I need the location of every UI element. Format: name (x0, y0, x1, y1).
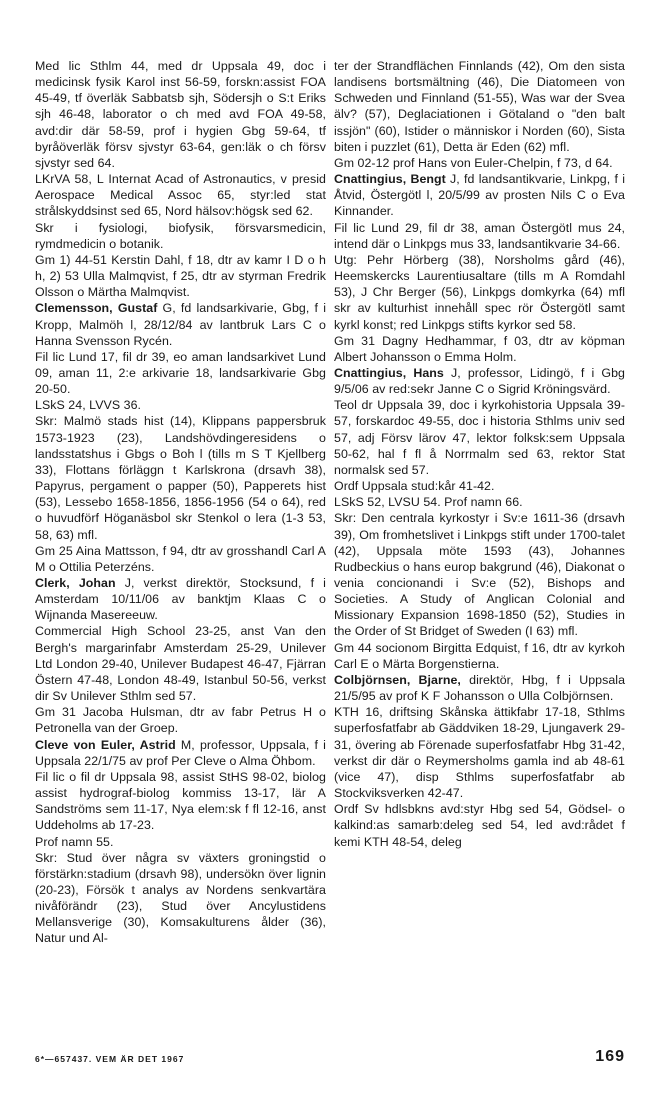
entry-paragraph: Fil lic Lund 29, fil dr 38, aman Östergötl mus 24, intend där o Linkpgs mus 33, landsantikvarie 34-66. (334, 220, 625, 251)
entry-paragraph: KTH 16, driftsing Skånska ättikfabr 17-18, Sthlms superfosfatfabr ab Gäddviken 18-29, Ljungaverk 29-31, övering ab Förenade superfosfatfabr Hbg 31-42, verkst dir där o Reymersholms gamla ind ab 48-61 (vice 47), disp Sthlms superfosfatfabr ab Stockviksverken 42-47. (334, 705, 625, 801)
entry-headword: Clemensson, Gustaf (35, 301, 158, 316)
biography-entry (334, 672, 625, 850)
biography-entry (334, 171, 625, 365)
entry-headword: Cleve von Euler, Astrid (35, 737, 176, 752)
entry-headword: Cnattingius, Bengt (334, 172, 446, 187)
entry-paragraph: LKrVA 58, L Internat Acad of Astronautics, v presid Aerospace Medical Assoc 65, styr:led stat strålskyddsinst sed 65, Nord hälsov:högsk sed 62. (35, 172, 326, 219)
entry-paragraph: Skr: Stud över några sv växters groningstid o förstärkn:stadium (drsavh 98), undersökn över lignin (20-23), Försök t analys av Nordens senkvartära nivåförändr (23), Stud över Ancylustidens Mellansverige (30), Komsakulturens ålder (36), Natur und Al- (35, 850, 326, 946)
biography-entry (35, 575, 326, 737)
entry-headword: Colbjörnsen, Bjarne, (334, 672, 461, 687)
entry-paragraph: Ordf Sv hdlsbkns avd:styr Hbg sed 54, Gödsel- o kalkind:as samarb:deleg sed 54, led avd:rådet f kemi KTH 48-54, deleg (334, 802, 625, 849)
entry-text: J, verkst direktör, Stocksund, f i Amsterdam 10/11/06 av banktjm Klaas C o Wijnanda Masereeuw. (35, 576, 326, 623)
entry-text: G, fd landsarkivarie, Gbg, f i Kropp, Malmöh l, 28/12/84 av lantbruk Lars C o Hanna Svensson Rycén. (35, 301, 326, 348)
entry-paragraph: Gm 25 Aina Mattsson, f 94, dtr av grosshandl Carl A M o Ottilia Peterzéns. (35, 543, 326, 574)
biography-entry (35, 58, 326, 300)
entry-first-paragraph (35, 575, 326, 623)
entry-paragraph: Skr i fysiologi, biofysik, försvarsmedicin, rymdmedicin o botanik. (35, 220, 326, 251)
entry-text: J, fd landsantikvarie, Linkpg, f i Åtvid, Östergötl l, 20/5/99 av prosten Nils C o Eva Kinnander. (334, 172, 625, 219)
entry-text: direktör, Hbg, f i Uppsala 21/5/95 av prof K F Johansson o Ulla Colbjörnsen. (334, 672, 626, 704)
entry-paragraph: Gm 31 Jacoba Hulsman, dtr av fabr Petrus H o Petronella van der Groep. (35, 705, 326, 736)
page-footer (35, 1048, 625, 1070)
entry-paragraph: Prof namn 55. (35, 834, 114, 849)
entry-paragraph: LSkS 24, LVVS 36. (35, 398, 142, 413)
entry-paragraph: Skr: Malmö stads hist (14), Klippans pappersbruk 1573-1923 (23), Landshövdingeresidens o landsstatshus i Gbgs o Boh l (tills m S T Kjellberg 33), Flottans förläggn t Karlskrona (drsavh 38), Papyrus, pergament o papper (50), Papperets hist (53), Lessebo 1658-1856, 1856-1956 (54 o 64), red o huvudförf Höganäsbol skr Stenkol o lera (1-3 53, 58, 63) mfl. (35, 414, 326, 542)
biography-entry (334, 58, 625, 171)
entry-first-paragraph (35, 300, 326, 348)
entry-text: J, professor, Lidingö, f i Gbg 9/5/06 av red:sekr Janne C o Sigrid Kröningsvärd. (334, 365, 625, 397)
biography-entry (35, 300, 326, 575)
entry-paragraph: Gm 44 socionom Birgitta Edquist, f 16, dtr av kyrkoh Carl E o Märta Borgenstierna. (334, 640, 625, 671)
entry-paragraph: Gm 02-12 prof Hans von Euler-Chelpin, f 73, d 64. (334, 155, 613, 170)
entry-paragraph: Skr: Den centrala kyrkostyr i Sv:e 1611-36 (drsavh 39), Om fromhetslivet i Linkpgs stift under 1700-talet (42), Uppsala möte 1593 (43), Johannes Rudbeckius o hans europ bakgrund (46), Diakonat o venia concionandi i Sv:e (52), Bishops and Societies. A Study of Anglican Colonial and Missionary Expansion 1698-1850 (52), Studies in the Order of St Bridget of Sweden (I 63) mfl. (334, 511, 625, 639)
biography-entry (35, 737, 326, 947)
entry-first-paragraph (334, 171, 625, 219)
entry-first-paragraph (35, 58, 326, 171)
biography-entry (334, 365, 625, 672)
entry-paragraph: LSkS 52, LVSU 54. Prof namn 66. (334, 495, 523, 510)
right-column (334, 58, 625, 850)
page-number: 169 (595, 1048, 625, 1065)
entry-paragraph: Fil lic Lund 17, fil dr 39, eo aman landsarkivet Lund 09, aman 11, 2:e arkivarie 18, landsarkivarie Gbg 20-50. (35, 349, 326, 397)
entry-paragraph: Gm 31 Dagny Hedhammar, f 03, dtr av köpman Albert Johansson o Emma Holm. (334, 333, 625, 364)
entry-paragraph: Ordf Uppsala stud:kår 41-42. (334, 479, 495, 494)
entry-headword: Cnattingius, Hans (334, 365, 444, 380)
left-column (35, 58, 326, 947)
entry-first-paragraph (334, 58, 625, 155)
print-mark: 6*—657437. VEM ÄR DET 1967 (35, 1054, 185, 1064)
entry-paragraph: Teol dr Uppsala 39, doc i kyrkohistoria Uppsala 39-57, forskardoc 49-55, doc i historia Sthlms univ sed 57, adj Försv lärov 47, lektor folksk:sem Uppsala 50-62, hal f fl å Norrmalm sed 63, rektor Stat normalsk sed 57. (334, 398, 625, 477)
entry-headword: Clerk, Johan (35, 576, 116, 590)
entry-paragraph: Utg: Pehr Hörberg (38), Norsholms gård (46), Heemskercks Laurentiusaltare (tills m A Romdahl 53), J Chr Berger (56), Linkpgs domkyrka (64) mfl skr av kulturhist innehåll spec rör Östergötl samt kyrkl konst; red Linkpgs stifts kyrkor sed 58. (334, 252, 625, 332)
entry-first-paragraph (334, 672, 625, 704)
entry-first-paragraph (334, 365, 625, 397)
entry-text: M, professor, Uppsala, f i Uppsala 22/1/75 av prof Per Cleve o Alma Öhbom. (35, 737, 326, 768)
entry-text: Med lic Sthlm 44, med dr Uppsala 49, doc i medicinsk fysik Karol inst 56-59, forskn:assist FOA 45-49, tf överläk Sabbatsb sjh, Södersjh o S:t Eriks sjh 46-48, laborator o ch med avd FOA 49-58, avd:dir där 58-59, prof i hygien Gbg 59-64, tf byråöverläk försv sjvstyr 63-64, gen:läk o ch försv sjvstyr sed 64. (35, 59, 326, 170)
entry-paragraph: Commercial High School 23-25, anst Van den Bergh's margarinfabr Amsterdam 25-29, Unilever Ltd London 29-40, Unilever Budapest 46-47, Fjärran Östern 47-48, London 48-49, Istanbul 50-56, verkst dir Sv Unilever Sthlm sed 57. (35, 624, 326, 704)
entry-paragraph: Gm 1) 44-51 Kerstin Dahl, f 18, dtr av kamr I D o h h, 2) 53 Ulla Malmqvist, f 25, dtr av styrman Fredrik Olsson o Märtha Malmqvist. (35, 252, 326, 300)
entry-text: ter der Strandflächen Finnlands (42), Om den sista landisens bortsmältning (46), Die Diatomeen von Schweden und Finnland (51-55), Was war der Svea älv? (57), Deglaciationen i Götaland o "den balt issjön" (60), Istider o människor i Norden (60), Sista biten i puzzlet (61), Detta är Eden (62) mfl. (334, 59, 625, 154)
entry-first-paragraph (35, 737, 326, 769)
entry-paragraph: Fil lic o fil dr Uppsala 98, assist StHS 98-02, biolog assist hydrograf-biolog kommiss 13-17, lär A Sandströms sem 11-17, Nya elem:sk f fl 12-16, anst Uddeholms ab 17-23. (35, 769, 326, 833)
